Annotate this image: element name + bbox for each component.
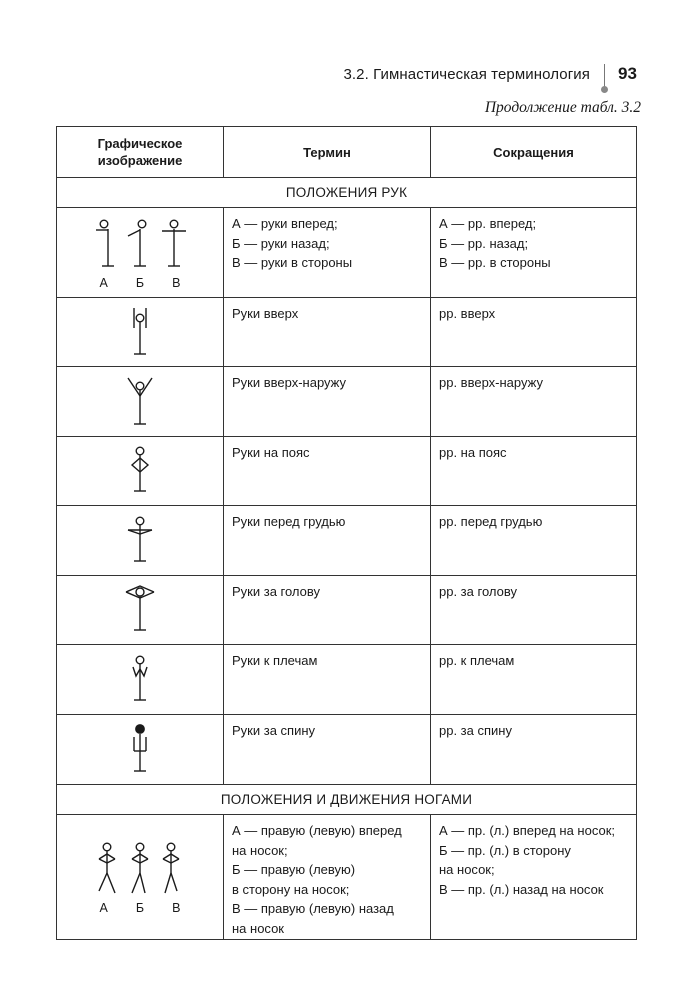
figure-cell [57,506,224,576]
abbr-cell: А — рр. вперед; Б — рр. назад; В — рр. в стороны [431,208,637,298]
term-cell: Руки вверх-наружу [224,367,431,437]
term-cell: Руки перед грудью [224,506,431,576]
hands-behind-head-icon [124,584,156,636]
header-abbr: Сокращения [431,127,637,178]
term-cell: Руки к плечам [224,645,431,715]
figure-cell [57,645,224,715]
arms-up-outward-icon [125,376,155,428]
term-cell: Руки за спину [224,715,431,785]
table-header-row [57,127,637,178]
table-row [57,298,637,367]
table-row [57,576,637,645]
section-title: ПОЛОЖЕНИЯ РУК [57,178,637,208]
table-row [57,645,637,715]
table-continuation-caption: Продолжение табл. 3.2 [484,99,641,116]
abbr-cell: рр. перед грудью [431,506,637,576]
term-cell: Руки на пояс [224,437,431,506]
term-cell: Руки за голову [224,576,431,645]
abbr-cell: рр. за спину [431,715,637,785]
abbr-cell: рр. за голову [431,576,637,645]
figure-letters: А Б В [99,275,181,290]
figure-cell [57,815,224,940]
hands-to-shoulders-icon [128,654,152,706]
header-image: Графическое изображение [57,127,224,178]
table-row [57,815,637,940]
section-row [57,178,637,208]
figure-cell [57,576,224,645]
figure-letters: А Б В [99,901,181,915]
figure-cell [57,715,224,785]
abbr-cell: рр. к плечам [431,645,637,715]
abbr-cell: рр. вверх-наружу [431,367,637,437]
hands-on-waist-icon [127,445,153,497]
arms-up-icon [128,306,152,358]
figure-cell [57,298,224,367]
abbr-cell: рр. на пояс [431,437,637,506]
page-number: 93 [618,64,637,83]
table-row [57,437,637,506]
header-term: Термин [224,127,431,178]
figure-cell [57,208,224,298]
leg-positions-icon [95,839,185,899]
terminology-table [56,126,637,940]
table-row [57,715,637,785]
abbr-cell: рр. вверх [431,298,637,367]
running-head-dot [601,86,608,93]
arms-before-chest-icon [125,515,155,567]
figure-cell [57,437,224,506]
section-title: ПОЛОЖЕНИЯ И ДВИЖЕНИЯ НОГАМИ [57,785,637,815]
term-cell: А — руки вперед; Б — руки назад; В — руки в стороны [224,208,431,298]
running-head-title: 3.2. Гимнастическая терминология [343,66,590,83]
running-head-rule [604,64,605,88]
abbr-cell: А — пр. (л.) вперед на носок; Б — пр. (л.) в сторону на носок; В — пр. (л.) назад на носок [431,815,637,940]
term-cell: Руки вверх [224,298,431,367]
table-row [57,208,637,298]
arms-forward-back-sideways-icon [90,216,190,274]
term-cell: А — правую (левую) вперед на носок; Б — правую (левую) в сторону на носок; В — правую (левую) назад на носок [224,815,431,940]
figure-cell [57,367,224,437]
table-row [57,367,637,437]
running-head [300,64,652,88]
hands-behind-back-icon [128,723,152,777]
table-row [57,506,637,576]
section-row [57,785,637,815]
